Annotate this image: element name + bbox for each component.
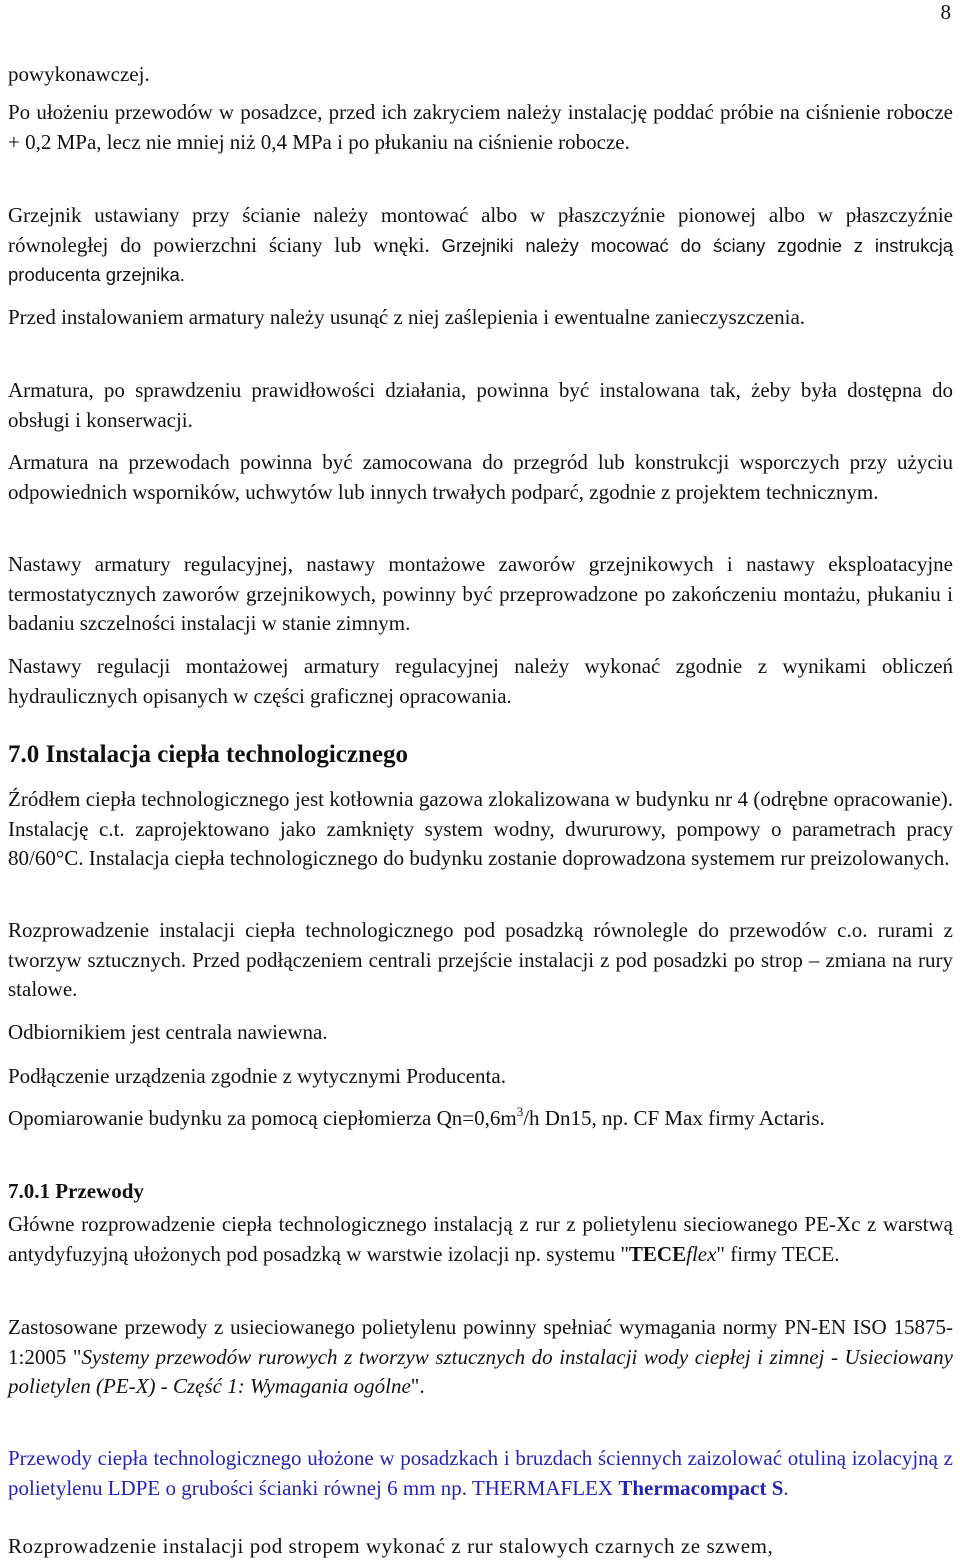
section-heading: 7.0 Instalacja ciepła technologicznego <box>8 741 408 768</box>
paragraph: Opomiarowanie budynku za pomocą ciepłomierza $Qn=0,6m^3/h$ Dn15, np. CF Max firmy Actaris. <box>8 1104 825 1130</box>
paragraph: Odbiornikiem jest centrala nawiewna. <box>8 1020 328 1044</box>
paragraph: Rozprowadzenie instalacji ciepła technologicznego pod posadzką równolegle do przewodów c.o. rurami z tworzyw sztucznych. Przed podłączeniem centrali przejście instalacji z pod posadzki po strop – zmiana na rury stalowe. <box>8 918 953 1001</box>
paragraph: Zastosowane przewody z usieciowanego polietylenu powinny spełniać wymagania normy PN-EN ISO 15875-1:2005 "Systemy przewodów rurowych z tworzyw sztucznych do instalacji wody ciepłej i zimnej - Usieciowany polietylen (PE-X) - Część 1: Wymagania ogólne". <box>8 1315 953 1398</box>
paragraph: Główne rozprowadzenie ciepła technologicznego instalacją z rur z polietylenu sieciowanego PE-Xc z warstwą antydyfuzyjną ułożonych pod posadzką w warstwie izolacji np. systemu "TECEflex" firmy TECE. <box>8 1212 953 1266</box>
paragraph: Grzejnik ustawiany przy ścianie należy montować albo w płaszczyźnie pionowej albo w płaszczyźnie równoległej do powierzchni ściany lub wnęki. Grzejniki należy mocować do ściany zgodnie z instrukcją producenta grzejnika. <box>8 203 953 285</box>
subsection-heading: 7.0.1 Przewody <box>8 1179 144 1203</box>
paragraph-highlighted: Przewody ciepła technologicznego ułożone w posadzkach i bruzdach ściennych zaizolować otuliną izolacyjną z polietylenu LDPE o grubości ścianki równej 6 mm np. THERMAFLEX Thermacompact S. <box>8 1446 953 1500</box>
paragraph: Armatura, po sprawdzeniu prawidłowości działania, powinna być instalowana tak, żeby była dostępna do obsługi i konserwacji. <box>8 378 953 432</box>
paragraph: Po ułożeniu przewodów w posadzce, przed ich zakryciem należy instalację poddać próbie na ciśnienie robocze + 0,2 MPa, lecz nie mniej niż 0,4 MPa i po płukaniu na ciśnienie robocze. <box>8 100 953 154</box>
paragraph: Armatura na przewodach powinna być zamocowana do przegród lub konstrukcji wsporczych przy użyciu odpowiednich wsporników, uchwytów lub innych trwałych podparć, zgodnie z projektem technicznym. <box>8 450 953 504</box>
page-number: 8 <box>940 0 951 24</box>
paragraph: Przed instalowaniem armatury należy usunąć z niej zaślepienia i ewentualne zanieczyszczenia. <box>8 305 806 329</box>
paragraph: powykonawczej. <box>8 62 150 86</box>
superscript: 3 <box>516 1104 524 1119</box>
paragraph: Nastawy regulacji montażowej armatury regulacyjnej należy wykonać zgodnie z wynikami obliczeń hydraulicznych opisanych w części graficznej opracowania. <box>8 654 953 708</box>
paragraph: Podłączenie urządzenia zgodnie z wytycznymi Producenta. <box>8 1064 506 1088</box>
paragraph: Nastawy armatury regulacyjnej, nastawy montażowe zaworów grzejnikowych i nastawy eksploatacyjne termostatycznych zaworów grzejnikowych, powinny być przeprowadzone po zakończeniu montażu, płukaniu i badaniu szczelności instalacji w stanie zimnym. <box>8 552 953 635</box>
paragraph: Rozprowadzenie instalacji pod stropem wykonać z rur stalowych czarnych ze szwem, <box>8 1534 774 1558</box>
paragraph: Źródłem ciepła technologicznego jest kotłownia gazowa zlokalizowana w budynku nr 4 (odrębne opracowanie). Instalację c.t. zaprojektowano jako zamknięty system wodny, dwururowy, pompowy o parametrach pracy 80/60°C. Instalacja ciepła technologicznego do budynku zostanie doprowadzona systemem rur preizolowanych. <box>8 787 953 870</box>
